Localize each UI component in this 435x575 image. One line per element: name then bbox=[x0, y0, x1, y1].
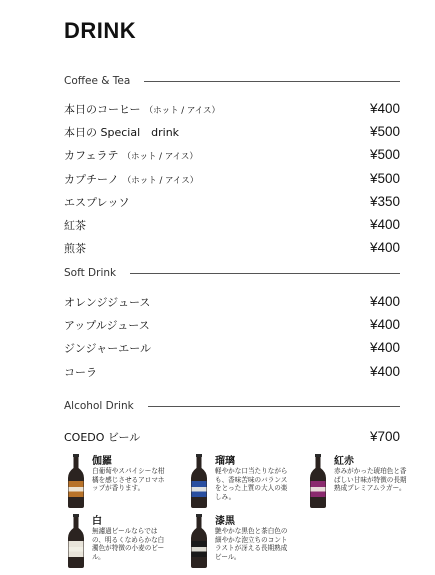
bottle-label-band bbox=[69, 487, 84, 492]
beer-description: 軽やかな口当たりながらも、香味苦味のバランスをとった上質の大人の楽しみ。 bbox=[215, 467, 288, 501]
beer-lineup bbox=[64, 452, 407, 572]
bottle-cap bbox=[73, 514, 79, 517]
bottle-label-band bbox=[311, 487, 326, 492]
menu-item bbox=[64, 236, 400, 259]
page-title: DRINK bbox=[64, 18, 137, 43]
item-price: ¥400 bbox=[369, 216, 400, 232]
item-name: カフェラテ bbox=[64, 149, 119, 163]
section-header bbox=[64, 266, 400, 280]
bottle-label-band bbox=[69, 547, 84, 552]
item-name: COEDO ビール bbox=[64, 431, 141, 444]
item-note: （ホット / アイス） bbox=[122, 152, 198, 163]
beer-name: 白 bbox=[92, 516, 102, 527]
bottle-label-band bbox=[192, 487, 207, 492]
menu-item bbox=[64, 167, 400, 190]
item-name: コーラ bbox=[64, 365, 97, 379]
bottle-icon bbox=[306, 454, 330, 508]
item-name: オレンジジュース bbox=[64, 296, 151, 309]
beer-name: 瑠璃 bbox=[215, 456, 235, 467]
menu-item bbox=[64, 97, 400, 120]
beer-description: 赤みがかった琥珀色と香ばしい甘味が特徴の長期熟成プレミアムラガー。 bbox=[334, 467, 407, 493]
item-name: 本日の Special drink bbox=[64, 126, 180, 140]
item-note: （ホット / アイス） bbox=[144, 106, 220, 116]
menu-item bbox=[64, 336, 400, 359]
bottle-label-band bbox=[192, 547, 207, 552]
bottle-icon bbox=[64, 514, 88, 568]
section-divider bbox=[144, 81, 400, 82]
item-name: エスプレッソ bbox=[64, 195, 130, 209]
beer-description: 艶やかな黒色と茶白色の細やかな泡立ちのコントラストが冴える長期熟成ビール。 bbox=[215, 527, 288, 561]
bottle-graphic bbox=[306, 454, 330, 508]
bottle-icon bbox=[64, 454, 88, 508]
item-price: ¥400 bbox=[369, 317, 400, 333]
item-price: ¥400 bbox=[369, 294, 400, 309]
menu-item bbox=[64, 425, 400, 448]
menu-item bbox=[64, 143, 400, 166]
menu-item bbox=[64, 213, 400, 236]
item-name: カプチーノ bbox=[64, 172, 119, 186]
section-label: Coffee & Tea bbox=[64, 75, 131, 87]
soft-drink-section bbox=[64, 266, 400, 383]
beer-card bbox=[64, 452, 168, 508]
menu-item bbox=[64, 313, 400, 336]
item-price: ¥400 bbox=[369, 340, 400, 356]
beer-description: 白葡萄やスパイシーな柑橘を感じさせるアロマホップが香ります。 bbox=[92, 467, 165, 493]
bottle-graphic bbox=[64, 454, 88, 508]
item-price: ¥400 bbox=[369, 363, 400, 379]
beer-card bbox=[187, 452, 291, 508]
beer-card bbox=[306, 452, 410, 508]
item-price: ¥500 bbox=[369, 147, 400, 163]
beer-description: 無濾過ビールならではの、明るくなめらかな白濁色が特徴の小麦のビール。 bbox=[92, 527, 165, 561]
section-label: Alcohol Drink bbox=[64, 400, 134, 412]
bottle-cap bbox=[196, 514, 202, 517]
section-divider bbox=[130, 273, 400, 274]
beer-card bbox=[64, 512, 168, 568]
menu-item bbox=[64, 290, 400, 313]
bottle-cap bbox=[73, 454, 79, 457]
item-price: ¥400 bbox=[369, 240, 400, 256]
section-label: Soft Drink bbox=[64, 267, 117, 279]
item-price: ¥350 bbox=[369, 193, 400, 209]
bottle-icon bbox=[187, 514, 211, 568]
bottle-cap bbox=[196, 454, 202, 457]
item-price: ¥400 bbox=[369, 101, 400, 116]
alcohol-drink-section bbox=[64, 399, 400, 448]
coffee-tea-section bbox=[64, 74, 400, 259]
section-header bbox=[64, 399, 400, 413]
bottle-icon bbox=[187, 454, 211, 508]
item-name: 本日のコーヒー bbox=[64, 103, 141, 116]
menu-item bbox=[64, 190, 400, 213]
item-note: （ホット / アイス） bbox=[122, 175, 199, 186]
item-name: ジンジャーエール bbox=[64, 342, 152, 356]
bottle-graphic bbox=[187, 514, 211, 568]
item-price: ¥500 bbox=[369, 170, 400, 186]
menu-item bbox=[64, 360, 400, 383]
beer-name: 漆黒 bbox=[215, 516, 235, 527]
beer-name: 紅赤 bbox=[334, 456, 354, 467]
bottle-cap bbox=[315, 454, 321, 457]
bottle-graphic bbox=[64, 514, 88, 568]
item-name: 煎茶 bbox=[64, 242, 86, 256]
bottle-graphic bbox=[187, 454, 211, 508]
item-name: アップルジュース bbox=[64, 319, 150, 333]
beer-card bbox=[187, 512, 291, 568]
item-price: ¥700 bbox=[369, 429, 400, 444]
section-divider bbox=[148, 406, 400, 407]
section-header bbox=[64, 74, 400, 88]
item-price: ¥500 bbox=[369, 124, 400, 140]
menu-item bbox=[64, 120, 400, 143]
item-name: 紅茶 bbox=[64, 218, 86, 232]
beer-name: 伽羅 bbox=[92, 456, 112, 467]
